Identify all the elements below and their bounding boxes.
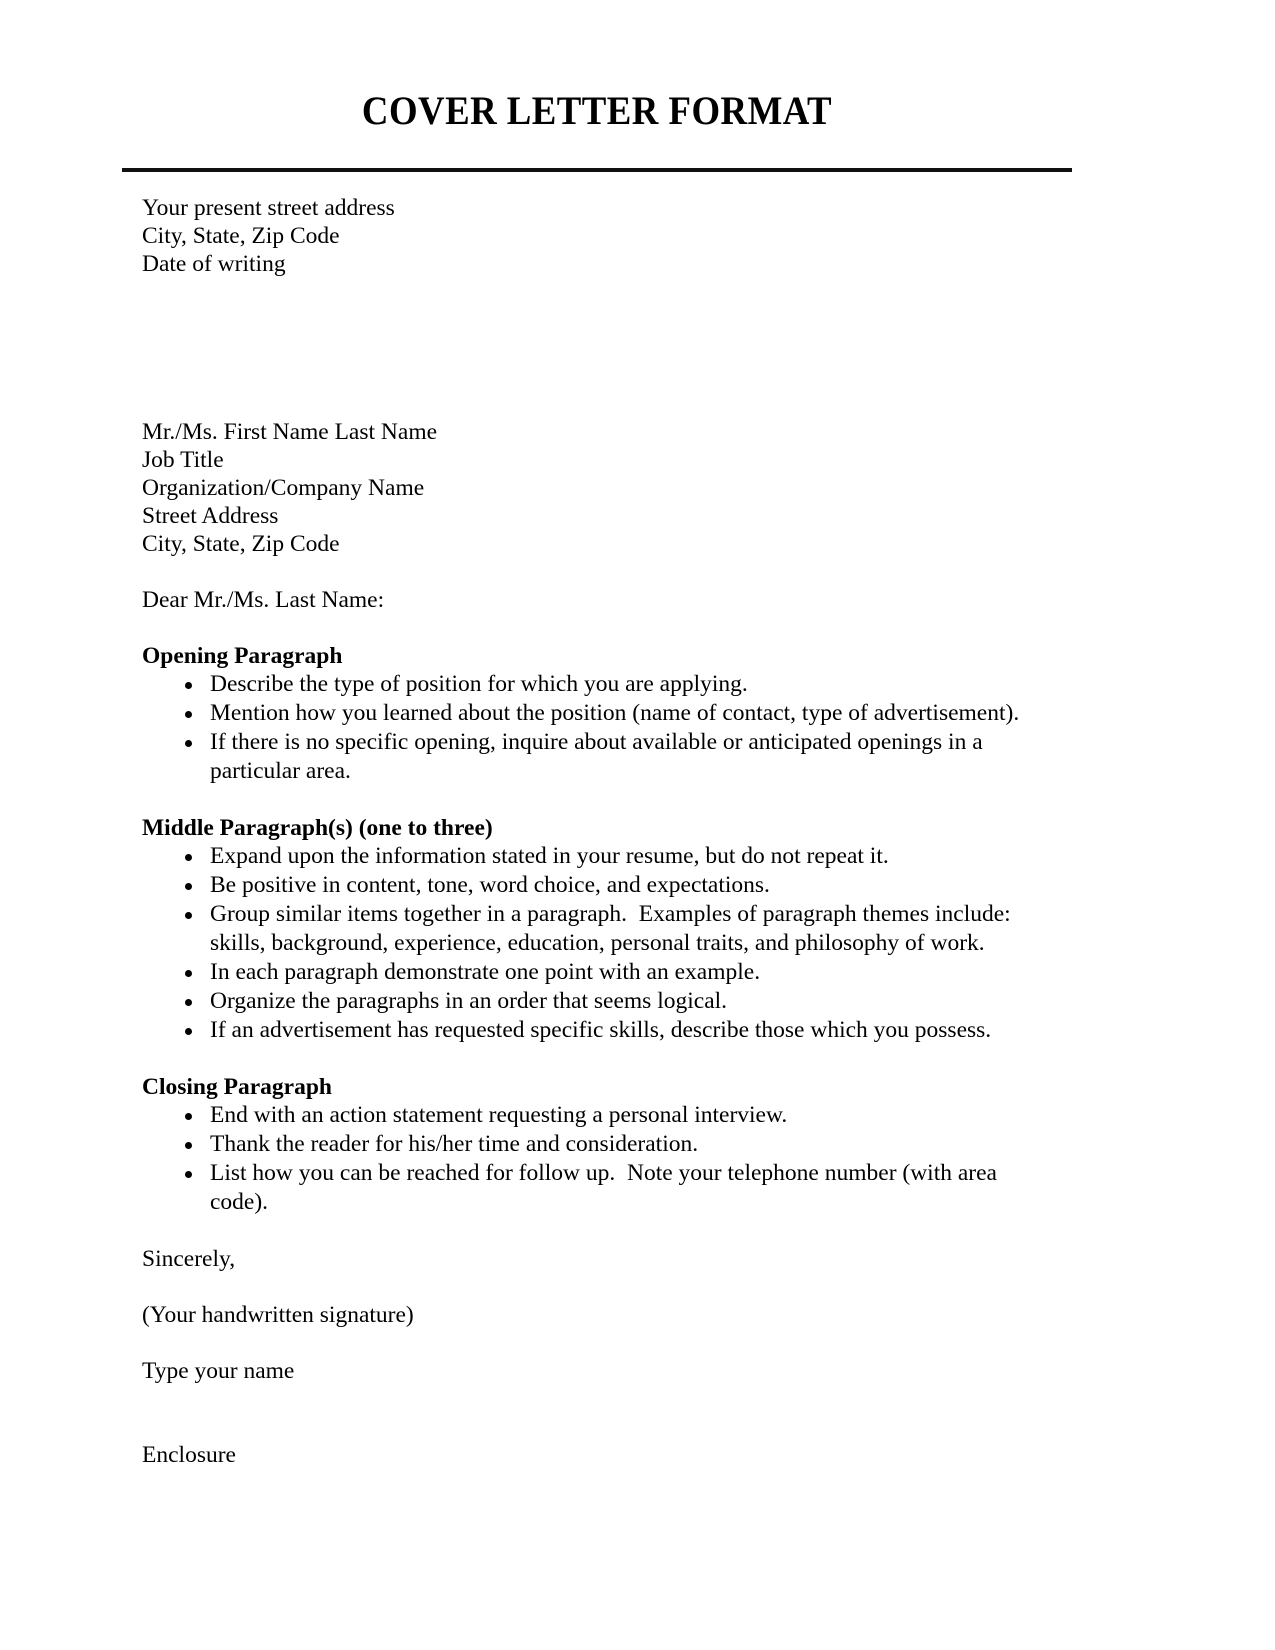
- spacer: [142, 614, 1047, 642]
- recipient-address-line: Mr./Ms. First Name Last Name: [142, 419, 438, 445]
- section-heading-closing: Closing Paragraph: [142, 1074, 332, 1100]
- list-item-text: Group similar items together in a paragraph. Examples of paragraph themes include: skills, background, experience, education, personal traits, and philosophy of work.: [210, 901, 1017, 956]
- page-title: COVER LETTER FORMAT: [361, 88, 833, 133]
- recipient-address-line: City, State, Zip Code: [142, 531, 340, 557]
- list-item: [142, 1101, 1047, 1130]
- list-item-text: Describe the type of position for which you are applying.: [210, 671, 748, 697]
- list-item-text: Be positive in content, tone, word choice, and expectations.: [210, 872, 770, 898]
- bullet-dot-icon: [185, 1113, 192, 1120]
- list-item: [142, 842, 1047, 871]
- bullet-dot-icon: [185, 912, 192, 919]
- recipient-address-line: Organization/Company Name: [142, 475, 425, 501]
- spacer: [142, 278, 1047, 390]
- list-item: [142, 900, 1047, 958]
- closing-salutation: Sincerely,: [142, 1246, 236, 1272]
- list-item-text: Organize the paragraphs in an order that seems logical.: [210, 988, 728, 1014]
- bullet-dot-icon: [185, 970, 192, 977]
- list-item-text: Thank the reader for his/her time and consideration.: [210, 1131, 699, 1157]
- bullet-dot-icon: [185, 883, 192, 890]
- bullet-dot-icon: [185, 854, 192, 861]
- list-item: [142, 987, 1047, 1016]
- bullet-list-middle: [142, 842, 1047, 1045]
- sender-address-block: [142, 194, 1047, 278]
- spacer: [142, 390, 1047, 418]
- sender-address-line: Date of writing: [142, 251, 286, 277]
- spacer: [142, 1045, 1047, 1073]
- bullet-dot-icon: [185, 999, 192, 1006]
- handwritten-signature-placeholder: (Your handwritten signature): [142, 1302, 414, 1328]
- enclosure-note: Enclosure: [142, 1442, 236, 1468]
- signature-block: [142, 1245, 1047, 1469]
- section-heading-middle: Middle Paragraph(s) (one to three): [142, 815, 493, 841]
- recipient-address-line: Job Title: [142, 447, 224, 473]
- list-item: [142, 670, 1047, 699]
- list-item-text: In each paragraph demonstrate one point with an example.: [210, 959, 761, 985]
- bullet-dot-icon: [185, 711, 192, 718]
- list-item: [142, 1016, 1047, 1045]
- list-item: [142, 958, 1047, 987]
- bullet-dot-icon: [185, 682, 192, 689]
- list-item: [142, 1130, 1047, 1159]
- bullet-dot-icon: [185, 740, 192, 747]
- list-item: [142, 699, 1047, 728]
- list-item-text: If there is no specific opening, inquire about available or anticipated openings in a particular area.: [210, 729, 989, 784]
- bullet-dot-icon: [185, 1028, 192, 1035]
- spacer: [142, 1217, 1047, 1245]
- spacer: [142, 786, 1047, 814]
- bullet-list-closing: [142, 1101, 1047, 1217]
- salutation: Dear Mr./Ms. Last Name:: [142, 587, 385, 613]
- list-item: [142, 871, 1047, 900]
- typed-name: Type your name: [142, 1358, 295, 1384]
- bullet-dot-icon: [185, 1171, 192, 1178]
- recipient-address-block: [142, 418, 1047, 558]
- list-item-text: Mention how you learned about the position (name of contact, type of advertisement).: [210, 700, 1020, 726]
- recipient-address-line: Street Address: [142, 503, 279, 529]
- spacer: [142, 1273, 1047, 1301]
- spacer: [142, 558, 1047, 586]
- sender-address-line: Your present street address: [142, 195, 395, 221]
- spacer: [142, 1385, 1047, 1441]
- list-item-text: End with an action statement requesting a personal interview.: [210, 1102, 788, 1128]
- list-item: [142, 1159, 1047, 1217]
- list-item-text: Expand upon the information stated in your resume, but do not repeat it.: [210, 843, 889, 869]
- title-divider: [122, 168, 1072, 172]
- sender-address-line: City, State, Zip Code: [142, 223, 340, 249]
- section-heading-opening: Opening Paragraph: [142, 643, 343, 669]
- list-item-text: List how you can be reached for follow up. Note your telephone number (with area code).: [210, 1160, 1003, 1215]
- bullet-list-opening: [142, 670, 1047, 786]
- bullet-dot-icon: [185, 1142, 192, 1149]
- list-item: [142, 728, 1047, 786]
- spacer: [142, 1329, 1047, 1357]
- letter-body: [142, 194, 1047, 1469]
- list-item-text: If an advertisement has requested specific skills, describe those which you possess.: [210, 1017, 992, 1043]
